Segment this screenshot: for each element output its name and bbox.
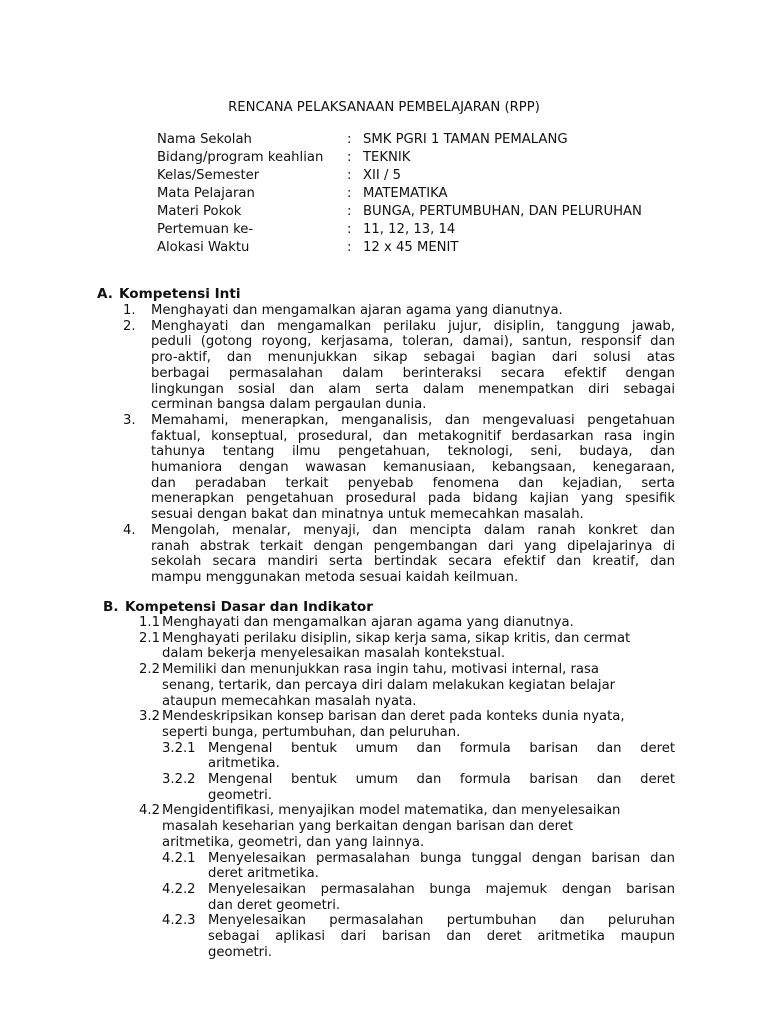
text-line: ranah abstrak terkait dengan pengembangan dari yang dipelajarinya di [151,538,675,554]
section-title: Kompetensi Dasar dan Indikator [125,599,373,615]
section-heading [97,287,241,303]
text-line: faktual, konseptual, prosedural, dan metakognitif berdasarkan rasa ingin [151,428,675,444]
info-label: Materi Pokok [157,204,242,219]
text-line: Mendeskripsikan konsep barisan dan deret pada konteks dunia nyata, [162,709,625,725]
info-label: Nama Sekolah [157,132,252,147]
text-line: Mengenal bentuk umum dan formula barisan dan deret [208,740,675,756]
kd-text [162,662,682,709]
text-line: sesuai dengan bakat dan minatnya untuk memecahkan masalah. [151,507,584,523]
item-text [151,319,675,413]
info-label: Pertemuan ke- [157,222,254,237]
text-line: berbagai permasalahan dalam berinteraksi secara efektif dengan [151,365,675,381]
kd-number: 1.1 [139,615,160,630]
info-separator: : [347,132,352,147]
text-line: masalah keseharian yang berkaitan dengan barisan dan deret [162,819,574,835]
indicator-number: 3.2.2 [162,772,196,787]
list-number: 2. [123,318,136,334]
text-line: Menghayati dan mengamalkan perilaku jujur, disiplin, tanggung jawab, [151,318,675,334]
indicator-number: 4.2.1 [162,850,196,866]
section-letter: A. [97,286,113,302]
text-line: senang, tertarik, dan percaya diri dalam melakukan kegiatan belajar [162,677,616,693]
kd-number: 4.2 [139,803,160,819]
text-line: lingkungan sosial dan alam serta dalam menempatkan diri sebagai [151,381,675,397]
text-line: sebagai aplikasi dari barisan dan deret aritmetika maupun [208,929,675,944]
text-line: ataupun memecahkan masalah nyata. [162,693,417,709]
info-separator: : [347,222,352,237]
text-line: humaniora dengan wawasan kemanusiaan, kebangsaan, kenegaraan, [151,460,675,475]
info-value: 12 x 45 MENIT [363,240,459,255]
info-separator: : [347,186,352,201]
info-label: Mata Pelajaran [157,186,255,201]
text-line: tahunya tentang ilmu pengetahuan, teknologi, seni, budaya, dan [151,444,675,460]
list-number: 3. [123,412,136,428]
info-label: Bidang/program keahlian [157,150,324,165]
text-line: Mengolah, menalar, menyaji, dan mencipta dalam ranah konkret dan [151,522,675,538]
kd-text [162,631,682,662]
text-line: dan deret geometri. [208,897,341,913]
text-line: Mengenal bentuk umum dan formula barisan dan deret [208,772,675,787]
text-line: Memiliki dan menunjukkan rasa ingin tahu, motivasi internal, rasa [162,662,599,678]
text-line: mampu menggunakan metoda sesuai kaidah keilmuan. [151,569,519,585]
info-label: Kelas/Semester [157,168,260,183]
text-line: geometri. [208,787,272,803]
info-value: MATEMATIKA [363,186,448,201]
item-text [151,303,675,319]
kd-number: 2.2 [139,662,160,678]
text-line: dan peradaban terkait penyebab fenomena dan kejadian, serta [151,475,675,491]
info-separator: : [347,204,352,219]
text-line: Mengidentifikasi, menyajikan model matematika, dan menyelesaikan [162,803,621,819]
text-line: Memahami, menerapkan, menganalisis, dan mengevaluasi pengetahuan [151,412,675,428]
info-separator: : [347,240,352,255]
text-line: Menyelesaikan permasalahan bunga tunggal dengan barisan dan [208,850,675,866]
section-title: Kompetensi Inti [119,286,241,302]
item-text [208,772,675,803]
kd-text [162,803,682,850]
list-number: 1. [123,303,136,318]
text-line: dalam bekerja menyelesaikan masalah kontekstual. [162,646,506,662]
text-line: aritmetika. [208,756,280,772]
text-line: aritmetika, geometri, dan yang lainnya. [162,834,425,850]
text-line: menerapkan pengetahuan prosedural pada bidang kajian yang spesifik [151,491,675,507]
kd-number: 2.1 [139,630,160,646]
item-text [208,882,675,913]
item-text [208,913,675,960]
kd-text [162,615,682,631]
text-line: Menghayati perilaku disiplin, sikap kerja sama, sikap kritis, dan cermat [162,630,631,646]
text-line: Menyelesaikan permasalahan pertumbuhan dan peluruhan [208,913,675,929]
info-value: TEKNIK [363,150,411,165]
text-line: deret aritmetika. [208,866,319,882]
info-value: SMK PGRI 1 TAMAN PEMALANG [363,132,568,147]
info-value: 11, 12, 13, 14 [363,222,456,237]
text-line: Menghayati dan mengamalkan ajaran agama yang dianutnya. [162,615,574,630]
text-line: seperti bunga, pertumbuhan, dan peluruhan. [162,724,461,740]
info-separator: : [347,150,352,165]
kd-text [162,709,682,740]
indicator-number: 4.2.2 [162,881,196,897]
text-line: Menghayati dan mengamalkan ajaran agama yang dianutnya. [151,303,563,318]
document-title: RENCANA PELAKSANAAN PEMBELAJARAN (RPP) [228,100,540,115]
item-text [151,413,675,523]
info-label: Alokasi Waktu [157,240,250,255]
info-value: BUNGA, PERTUMBUHAN, DAN PELURUHAN [363,204,642,219]
indicator-number: 4.2.3 [162,913,196,929]
info-separator: : [347,168,352,183]
kd-number: 3.2 [139,709,160,725]
text-line: Menyelesaikan permasalahan bunga majemuk dengan barisan [208,881,675,897]
section-heading [103,600,373,616]
text-line: pro-aktif, dan menunjukkan sikap sebagai bagian dari solusi atas [151,350,675,366]
indicator-number: 3.2.1 [162,740,196,756]
text-line: sekolah secara mandiri serta bertindak secara efektif dan kreatif, dan [151,554,675,570]
list-number: 4. [123,522,136,538]
item-text [208,741,675,772]
section-letter: B. [103,599,119,615]
info-value: XII / 5 [363,168,402,183]
item-text [208,851,675,882]
text-line: cerminan bangsa dalam pergaulan dunia. [151,397,427,413]
text-line: peduli (gotong royong, kerjasama, toleran, damai), santun, responsif dan [151,334,675,350]
item-text [151,523,675,586]
text-line: geometri. [208,944,272,960]
